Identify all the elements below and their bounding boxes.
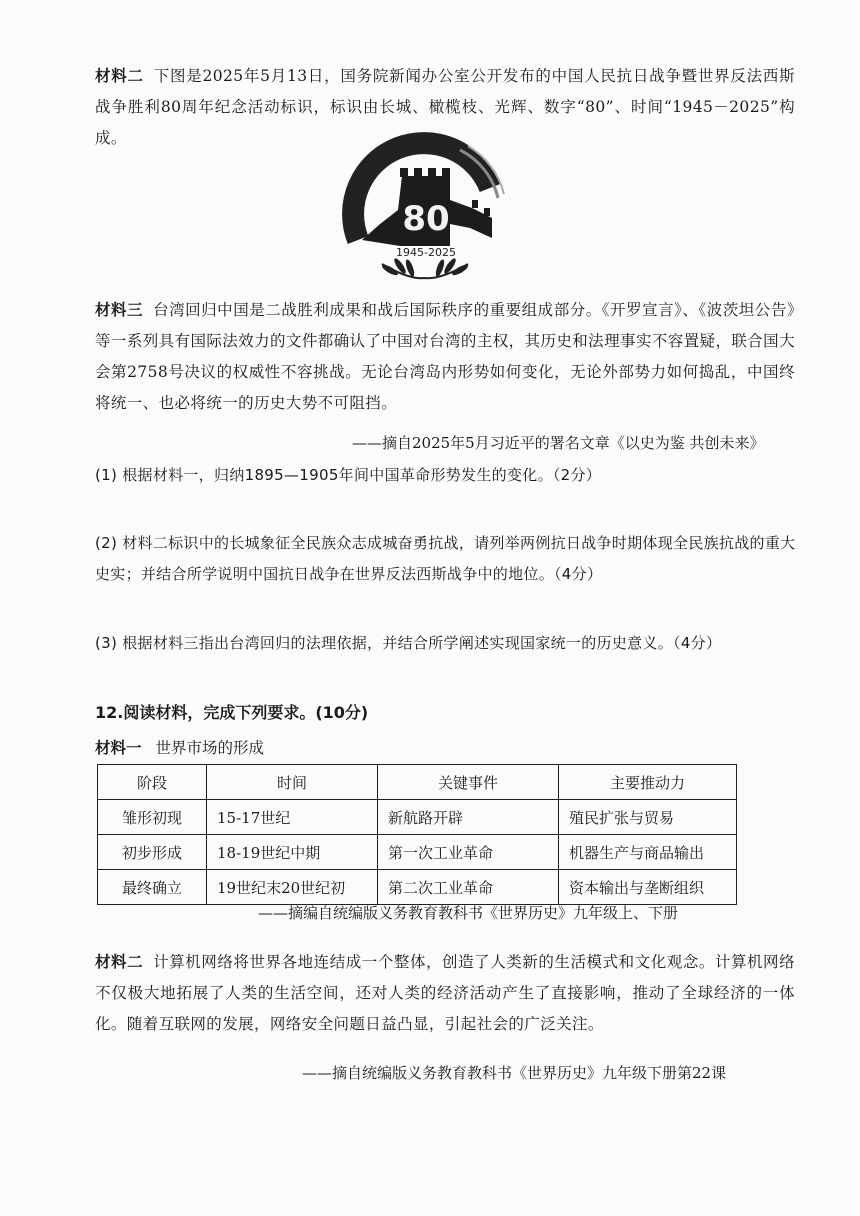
material-2-label: 材料二 bbox=[95, 66, 144, 85]
q12-material-2-label: 材料二 bbox=[95, 952, 144, 971]
table-cell: 19世纪末20世纪初 bbox=[207, 870, 378, 905]
table-cell: 第二次工业革命 bbox=[378, 870, 559, 905]
table-cell: 机器生产与商品输出 bbox=[559, 835, 737, 870]
table-header: 主要推动力 bbox=[559, 765, 737, 800]
table-cell: 18-19世纪中期 bbox=[207, 835, 378, 870]
table-header: 阶段 bbox=[98, 765, 207, 800]
material-3-paragraph bbox=[95, 294, 795, 419]
olive-branch-icon bbox=[381, 257, 470, 278]
q12-material-1-title-line bbox=[95, 736, 264, 758]
question-12-heading: 12.阅读材料，完成下列要求。(10分) bbox=[95, 703, 369, 722]
table-cell: 新航路开辟 bbox=[378, 800, 559, 835]
table-cell: 初步形成 bbox=[98, 835, 207, 870]
table-row bbox=[98, 870, 737, 905]
q12-material-1-title: 世界市场的形成 bbox=[155, 739, 265, 757]
table-cell: 最终确立 bbox=[98, 870, 207, 905]
table-header-row bbox=[98, 765, 737, 800]
table-cell: 殖民扩张与贸易 bbox=[559, 800, 737, 835]
table-source: ——摘编自统编版义务教育教科书《世界历史》九年级上、下册 bbox=[258, 904, 679, 922]
world-market-table bbox=[97, 764, 737, 905]
question-2: (2) 材料二标识中的长城象征全民族众志成城奋勇抗战，请列举两例抗日战争时期体现全民族抗战的重大史实；并结合所学说明中国抗日战争在世界反法西斯战争中的地位。（4分） bbox=[95, 534, 796, 583]
table-row bbox=[98, 835, 737, 870]
logo-number: 80 bbox=[402, 199, 450, 239]
table-header: 时间 bbox=[207, 765, 378, 800]
table-cell: 雏形初现 bbox=[98, 800, 207, 835]
material-2-text: 下图是2025年5月13日，国务院新闻办公室公开发布的中国人民抗日战争暨世界反法西斯战争胜利80周年纪念活动标识，标识由长城、橄榄枝、光辉、数字“80”、时间“1945－2025”构成。 bbox=[95, 67, 795, 147]
table-row bbox=[98, 800, 737, 835]
q12-material-1-label: 材料一 bbox=[95, 738, 142, 757]
q12-material-2-source: ——摘自统编版义务教育教科书《世界历史》九年级下册第22课 bbox=[302, 1064, 727, 1082]
q12-material-2-paragraph bbox=[95, 946, 795, 1040]
material-3-source: ——摘自2025年5月习近平的署名文章《以史为鉴 共创未来》 bbox=[352, 434, 765, 452]
question-1: (1) 根据材料一，归纳1895—1905年间中国革命形势发生的变化。（2分） bbox=[95, 466, 602, 484]
anniversary-logo bbox=[340, 128, 510, 288]
logo-years: 1945-2025 bbox=[396, 246, 456, 259]
question-3: (3) 根据材料三指出台湾回归的法理依据，并结合所学阐述实现国家统一的历史意义。（4分） bbox=[95, 634, 722, 652]
table-cell: 15-17世纪 bbox=[207, 800, 378, 835]
table-cell: 资本输出与垄断组织 bbox=[559, 870, 737, 905]
q12-material-2-text: 计算机网络将世界各地连结成一个整体，创造了人类新的生活模式和文化观念。计算机网络不仅极大地拓展了人类的生活空间，还对人类的经济活动产生了直接影响，推动了全球经济的一体化。随着互联网的发展，网络安全问题日益凸显，引起社会的广泛关注。 bbox=[95, 953, 795, 1033]
material-3-text: 台湾回归中国是二战胜利成果和战后国际秩序的重要组成部分。《开罗宣言》、《波茨坦公告》等一系列具有国际法效力的文件都确认了中国对台湾的主权，其历史和法理事实不容置疑，联合国大会第2758号决议的权威性不容挑战。无论台湾岛内形势如何变化，无论外部势力如何捣乱，中国终将统一、也必将统一的历史大势不可阻挡。 bbox=[95, 301, 795, 412]
table-header: 关键事件 bbox=[378, 765, 559, 800]
material-3-label: 材料三 bbox=[95, 300, 144, 319]
table-cell: 第一次工业革命 bbox=[378, 835, 559, 870]
